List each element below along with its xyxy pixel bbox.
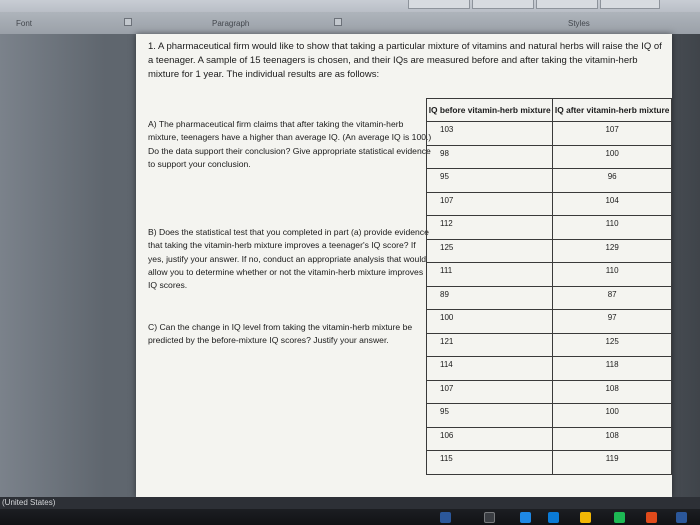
iq-before-cell: 112 [427, 216, 553, 240]
table-row [427, 145, 672, 169]
iq-before-cell: 107 [427, 192, 553, 216]
iq-before-cell: 115 [427, 451, 553, 475]
iq-after-cell: 108 [553, 427, 672, 451]
iq-before-cell: 98 [427, 145, 553, 169]
problem-intro: 1. A pharmaceutical firm would like to show that taking a particular mixture of vitamins and natural herbs will raise the IQ of a teenager. A sample of 15 teenagers is chosen, and their IQs are measured before and after taking the vitamin-herb mixture for 1 year. The individual results are as follows: [148, 41, 662, 80]
iq-before-cell: 89 [427, 286, 553, 310]
iq-before-cell: 111 [427, 263, 553, 287]
font-dialog-launcher-icon[interactable] [124, 18, 132, 26]
iq-after-cell: 110 [553, 216, 672, 240]
table-row [427, 239, 672, 263]
taskbar-app-icon[interactable] [484, 512, 495, 523]
table-row [427, 263, 672, 287]
iq-after-cell: 108 [553, 380, 672, 404]
table-row [427, 192, 672, 216]
folder-icon[interactable] [580, 512, 591, 523]
status-bar [0, 497, 700, 509]
taskbar-app-icon[interactable] [646, 512, 657, 523]
taskbar-app-icon[interactable] [614, 512, 625, 523]
table-header-row [427, 99, 672, 122]
ribbon-top-strip [0, 0, 700, 12]
iq-before-cell: 95 [427, 404, 553, 428]
taskbar [0, 509, 700, 525]
iq-data-table [426, 98, 672, 475]
style-gallery-item[interactable] [472, 0, 534, 9]
iq-after-cell: 119 [553, 451, 672, 475]
iq-after-cell: 100 [553, 404, 672, 428]
style-gallery-tabs [400, 0, 700, 10]
style-gallery-item[interactable] [536, 0, 598, 9]
iq-after-cell: 97 [553, 310, 672, 334]
iq-after-cell: 110 [553, 263, 672, 287]
iq-before-cell: 121 [427, 333, 553, 357]
style-gallery-item[interactable] [408, 0, 470, 9]
iq-after-cell: 125 [553, 333, 672, 357]
iq-after-cell: 118 [553, 357, 672, 381]
iq-after-cell: 129 [553, 239, 672, 263]
table-row [427, 357, 672, 381]
language-status[interactable]: (United States) [2, 498, 56, 507]
table-row [427, 310, 672, 334]
iq-before-cell: 114 [427, 357, 553, 381]
table-row [427, 404, 672, 428]
table-row [427, 286, 672, 310]
table-row [427, 169, 672, 193]
ribbon-group-labels [0, 12, 700, 34]
table-row [427, 216, 672, 240]
table-row [427, 380, 672, 404]
question-b: B) Does the statistical test that you completed in part (a) provide evidence that taking the vitamin-herb mixture improves a teenager's IQ score? If yes, justify your answer. If no, conduct an appropriate analysis that would allow you to determine whether or not the vitamin-herb mixture improves IQ scores. [148, 227, 429, 291]
iq-after-cell: 87 [553, 286, 672, 310]
iq-after-cell: 100 [553, 145, 672, 169]
taskbar-app-icon[interactable] [676, 512, 687, 523]
table-row [427, 427, 672, 451]
iq-before-cell: 107 [427, 380, 553, 404]
styles-group-label: Styles [568, 19, 590, 28]
iq-after-cell: 104 [553, 192, 672, 216]
taskbar-app-icon[interactable] [548, 512, 559, 523]
question-a: A) The pharmaceutical firm claims that after taking the vitamin-herb mixture, teenagers have a higher than average IQ. (An average IQ is 100.) Do the data support their conclusion? Give appropriate statistical evidence to support your conclusion. [148, 119, 432, 169]
table-row [427, 451, 672, 475]
iq-after-cell: 96 [553, 169, 672, 193]
iq-before-cell: 106 [427, 427, 553, 451]
word-app-icon[interactable] [440, 512, 451, 523]
header-iq-before: IQ before vitamin-herb mixture [427, 99, 553, 122]
paragraph-group-label: Paragraph [212, 19, 250, 28]
question-c: C) Can the change in IQ level from taking the vitamin-herb mixture be predicted by the before-mixture IQ scores? Justify your answer. [148, 322, 413, 346]
iq-before-cell: 95 [427, 169, 553, 193]
table-row [427, 122, 672, 146]
document-page[interactable] [136, 34, 672, 497]
iq-before-cell: 125 [427, 239, 553, 263]
header-iq-after: IQ after vitamin-herb mixture [553, 99, 672, 122]
iq-before-cell: 103 [427, 122, 553, 146]
iq-before-cell: 100 [427, 310, 553, 334]
style-gallery-item[interactable] [600, 0, 660, 9]
iq-after-cell: 107 [553, 122, 672, 146]
font-group-label: Font [16, 19, 33, 28]
taskbar-app-icon[interactable] [520, 512, 531, 523]
table-row [427, 333, 672, 357]
paragraph-dialog-launcher-icon[interactable] [334, 18, 342, 26]
